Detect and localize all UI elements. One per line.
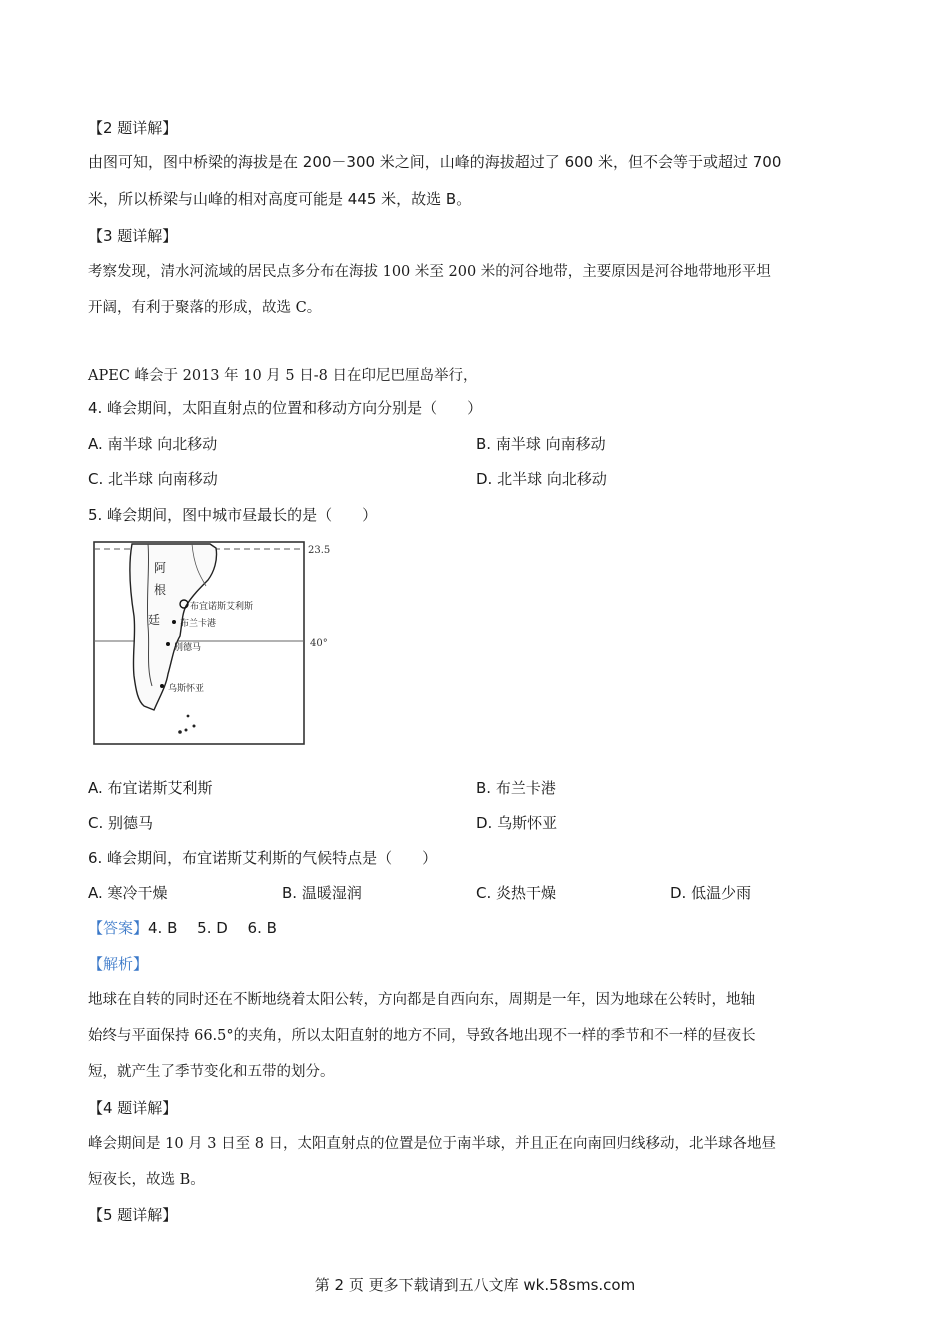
south-america-map: [88, 536, 350, 750]
q4-option-c: C. 北半球 向南移动: [88, 470, 218, 488]
q4-detail-title: 【4 题详解】: [88, 1099, 178, 1117]
q4-option-a: A. 南半球 向北移动: [88, 435, 218, 453]
country-label-2: 根: [154, 583, 167, 597]
island-dot: [185, 729, 188, 732]
q6-option-a: A. 寒冷干燥: [88, 884, 168, 902]
q5-option-b: B. 布兰卡港: [476, 779, 556, 797]
q6-option-b: B. 温暖湿润: [282, 884, 362, 902]
answer-label: 【答案】: [88, 919, 149, 937]
island-dot: [193, 725, 196, 728]
city-label-buenos-aires: 布宜诺斯艾利斯: [190, 602, 254, 612]
q5-option-a: A. 布宜诺斯艾利斯: [88, 779, 213, 797]
q2-detail-title: 【2 题详解】: [88, 119, 178, 137]
q4-option-b: B. 南半球 向南移动: [476, 435, 606, 453]
q4-detail-body-line1: 峰会期间是 10 月 3 日至 8 日，太阳直射点的位置是位于南半球，并且正在向南回归线移动，北半球各地昼: [88, 1136, 777, 1152]
city-marker-bahia-blanca: [172, 620, 176, 624]
q3-detail-body-line1: 考察发现，清水河流域的居民点多分布在海拔 100 米至 200 米的河谷地带，主要原因是河谷地带地形平坦: [88, 264, 771, 280]
country-label-1: 阿: [154, 561, 167, 575]
city-marker-ushuaia: [160, 684, 164, 688]
analysis-body-line3: 短，就产生了季节变化和五带的划分。: [88, 1064, 335, 1080]
answer-line: [88, 918, 277, 938]
q3-detail-title: 【3 题详解】: [88, 227, 178, 245]
q6-option-d: D. 低温少雨: [670, 884, 752, 902]
city-label-ushuaia: 乌斯怀亚: [168, 684, 205, 694]
q5-detail-title: 【5 题详解】: [88, 1206, 178, 1224]
q2-detail-body-line1: 由图可知，图中桥梁的海拔是在 200－300 米之间，山峰的海拔超过了 600 米，但不会等于或超过 700: [88, 153, 782, 171]
q5-option-d: D. 乌斯怀亚: [476, 814, 558, 832]
city-label-viedma: 别德马: [174, 643, 202, 653]
lat-label-40: 40°: [310, 638, 328, 649]
apec-intro: APEC 峰会于 2013 年 10 月 5 日-8 日在印尼巴厘岛举行，: [88, 368, 478, 384]
q6-option-c: C. 炎热干燥: [476, 884, 557, 902]
country-label-3: 廷: [148, 613, 161, 627]
analysis-body-line2: 始终与平面保持 66.5°的夹角，所以太阳直射的地方不同，导致各地出现不一样的季节和不一样的昼夜长: [88, 1028, 756, 1044]
q4-detail-body-line2: 短夜长，故选 B。: [88, 1172, 205, 1188]
answer-text: 4. B 5. D 6. B: [148, 919, 277, 937]
island-dot: [187, 715, 190, 718]
q3-detail-body-line2: 开阔，有利于聚落的形成，故选 C。: [88, 300, 322, 316]
q6-stem: 6. 峰会期间，布宜诺斯艾利斯的气候特点是（ ）: [88, 849, 438, 867]
lat-label-top: 23.5: [308, 545, 331, 556]
analysis-body-line1: 地球在自转的同时还在不断地绕着太阳公转，方向都是自西向东，周期是一年，因为地球在公转时，地轴: [88, 992, 755, 1008]
q5-option-c: C. 别德马: [88, 814, 154, 832]
q5-stem: 5. 峰会期间，图中城市昼最长的是（ ）: [88, 506, 378, 524]
island-dot: [178, 730, 182, 734]
q2-detail-body-line2: 米，所以桥梁与山峰的相对高度可能是 445 米，故选 B。: [88, 190, 472, 208]
city-label-bahia-blanca: 布兰卡港: [180, 619, 217, 629]
analysis-label: 【解析】: [88, 955, 149, 973]
page-footer: 第 2 页 更多下载请到五八文库 wk.58sms.com: [314, 1276, 636, 1294]
q4-option-d: D. 北半球 向北移动: [476, 470, 607, 488]
q4-stem: 4. 峰会期间，太阳直射点的位置和移动方向分别是（ ）: [88, 399, 483, 417]
city-marker-viedma: [166, 642, 170, 646]
